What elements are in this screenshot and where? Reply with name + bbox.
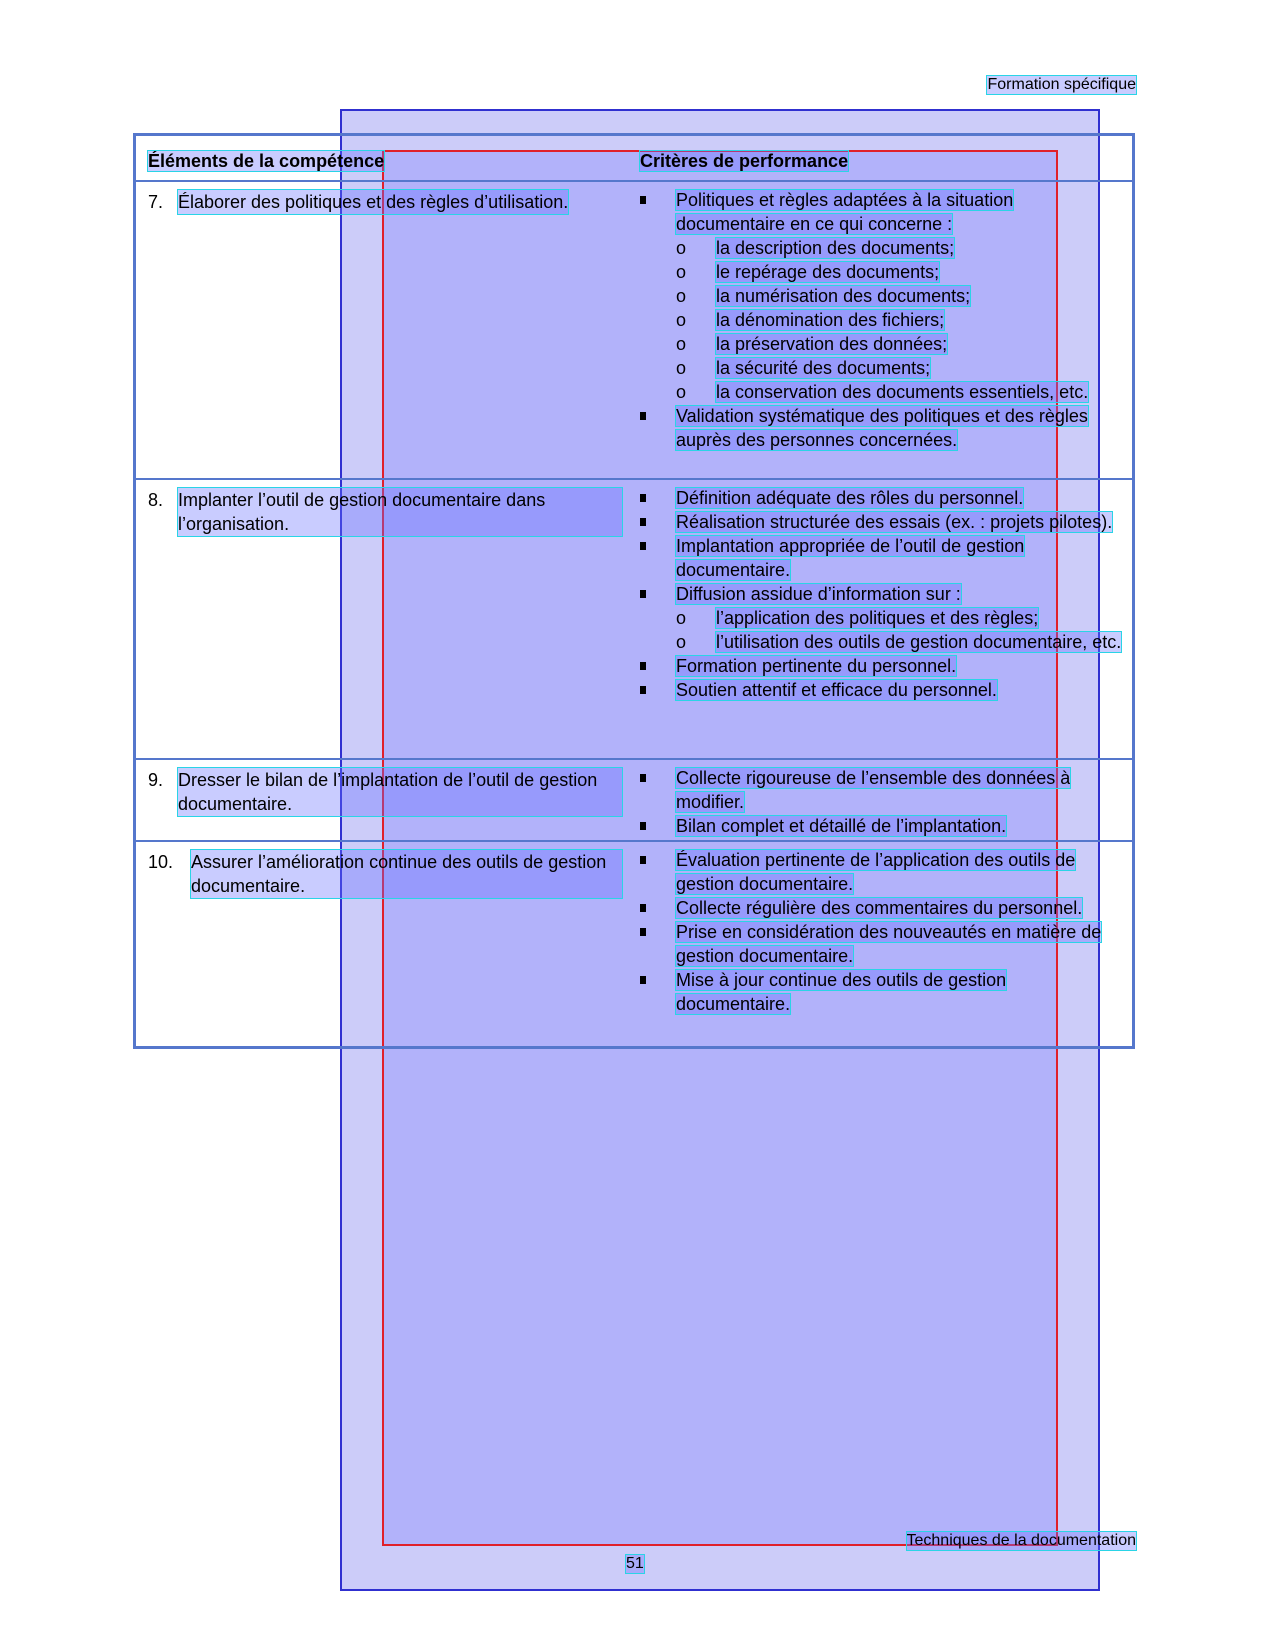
element-item xyxy=(148,488,622,536)
element-item xyxy=(148,850,622,898)
criterion-item: Collecte rigoureuse de l’ensemble des données à modifier. xyxy=(640,766,1122,814)
sub-criterion-item: o la dénomination des fichiers; xyxy=(676,308,1122,332)
table-row xyxy=(136,478,1132,758)
sub-criterion-item: o la numérisation des documents; xyxy=(676,284,1122,308)
criterion-item: Politiques et règles adaptées à la situation documentaire en ce qui concerne : o la description des documents; o le repérage des documents; o la numérisation des documents; o la dénomination des fichiers; o la préservation des données; o la sécurité des documents; o la conservation des documents essentiels, etc. xyxy=(640,188,1122,404)
criterion-item: Implantation appropriée de l’outil de gestion documentaire. xyxy=(640,534,1122,582)
element-text: Assurer l’amélioration continue des outils de gestion documentaire. xyxy=(191,850,622,898)
criteria-list xyxy=(640,848,1122,1016)
criterion-item: Formation pertinente du personnel. xyxy=(640,654,1122,678)
sub-criterion-item: o l’application des politiques et des règles; xyxy=(676,606,1122,630)
table-row xyxy=(136,180,1132,478)
sub-criterion-item: o la description des documents; xyxy=(676,236,1122,260)
element-number: 10. xyxy=(148,852,174,872)
table-header-row xyxy=(136,136,1132,180)
criterion-item: Validation systématique des politiques et des règles auprès des personnes concernées. xyxy=(640,404,1122,452)
element-item xyxy=(148,190,622,214)
table-row xyxy=(136,840,1132,1046)
criterion-item: Diffusion assidue d’information sur : o l’application des politiques et des règles; o l’utilisation des outils de gestion documentaire, etc. xyxy=(640,582,1122,654)
element-item xyxy=(148,768,622,816)
criteria-list xyxy=(640,188,1122,452)
sub-criterion-item: o la sécurité des documents; xyxy=(676,356,1122,380)
element-number: 8. xyxy=(148,490,164,510)
sub-criterion-item: o le repérage des documents; xyxy=(676,260,1122,284)
sub-criteria-list xyxy=(676,606,1122,654)
criterion-item: Collecte régulière des commentaires du personnel. xyxy=(640,896,1122,920)
sub-criterion-item: o la conservation des documents essentiels, etc. xyxy=(676,380,1122,404)
criteria-list xyxy=(640,766,1122,838)
criterion-item: Soutien attentif et efficace du personnel. xyxy=(640,678,1122,702)
competence-table xyxy=(133,133,1135,1049)
page-number: 51 xyxy=(626,1555,644,1572)
criterion-item: Évaluation pertinente de l’application des outils de gestion documentaire. xyxy=(640,848,1122,896)
criterion-item: Définition adéquate des rôles du personnel. xyxy=(640,486,1122,510)
criterion-item: Mise à jour continue des outils de gestion documentaire. xyxy=(640,968,1122,1016)
criterion-item: Prise en considération des nouveautés en matière de gestion documentaire. xyxy=(640,920,1122,968)
page-footer: Techniques de la documentation xyxy=(906,1532,1136,1549)
sub-criteria-list xyxy=(676,236,1122,404)
criteria-list xyxy=(640,486,1122,702)
sub-criterion-item: o la préservation des données; xyxy=(676,332,1122,356)
column-header-criteria: Critères de performance xyxy=(640,151,849,171)
table-row xyxy=(136,758,1132,840)
criterion-item: Bilan complet et détaillé de l’implantation. xyxy=(640,814,1122,838)
element-text: Élaborer des politiques et des règles d’utilisation. xyxy=(178,192,569,212)
element-text: Implanter l’outil de gestion documentaire dans l’organisation. xyxy=(178,488,622,536)
element-number: 7. xyxy=(148,192,164,212)
element-number: 9. xyxy=(148,770,164,790)
sub-criterion-item: o l’utilisation des outils de gestion documentaire, etc. xyxy=(676,630,1122,654)
element-text: Dresser le bilan de l’implantation de l’outil de gestion documentaire. xyxy=(178,768,622,816)
page-header: Formation spécifique xyxy=(987,76,1136,93)
criterion-item: Réalisation structurée des essais (ex. : projets pilotes). xyxy=(640,510,1122,534)
column-header-elements: Éléments de la compétence xyxy=(148,151,385,171)
